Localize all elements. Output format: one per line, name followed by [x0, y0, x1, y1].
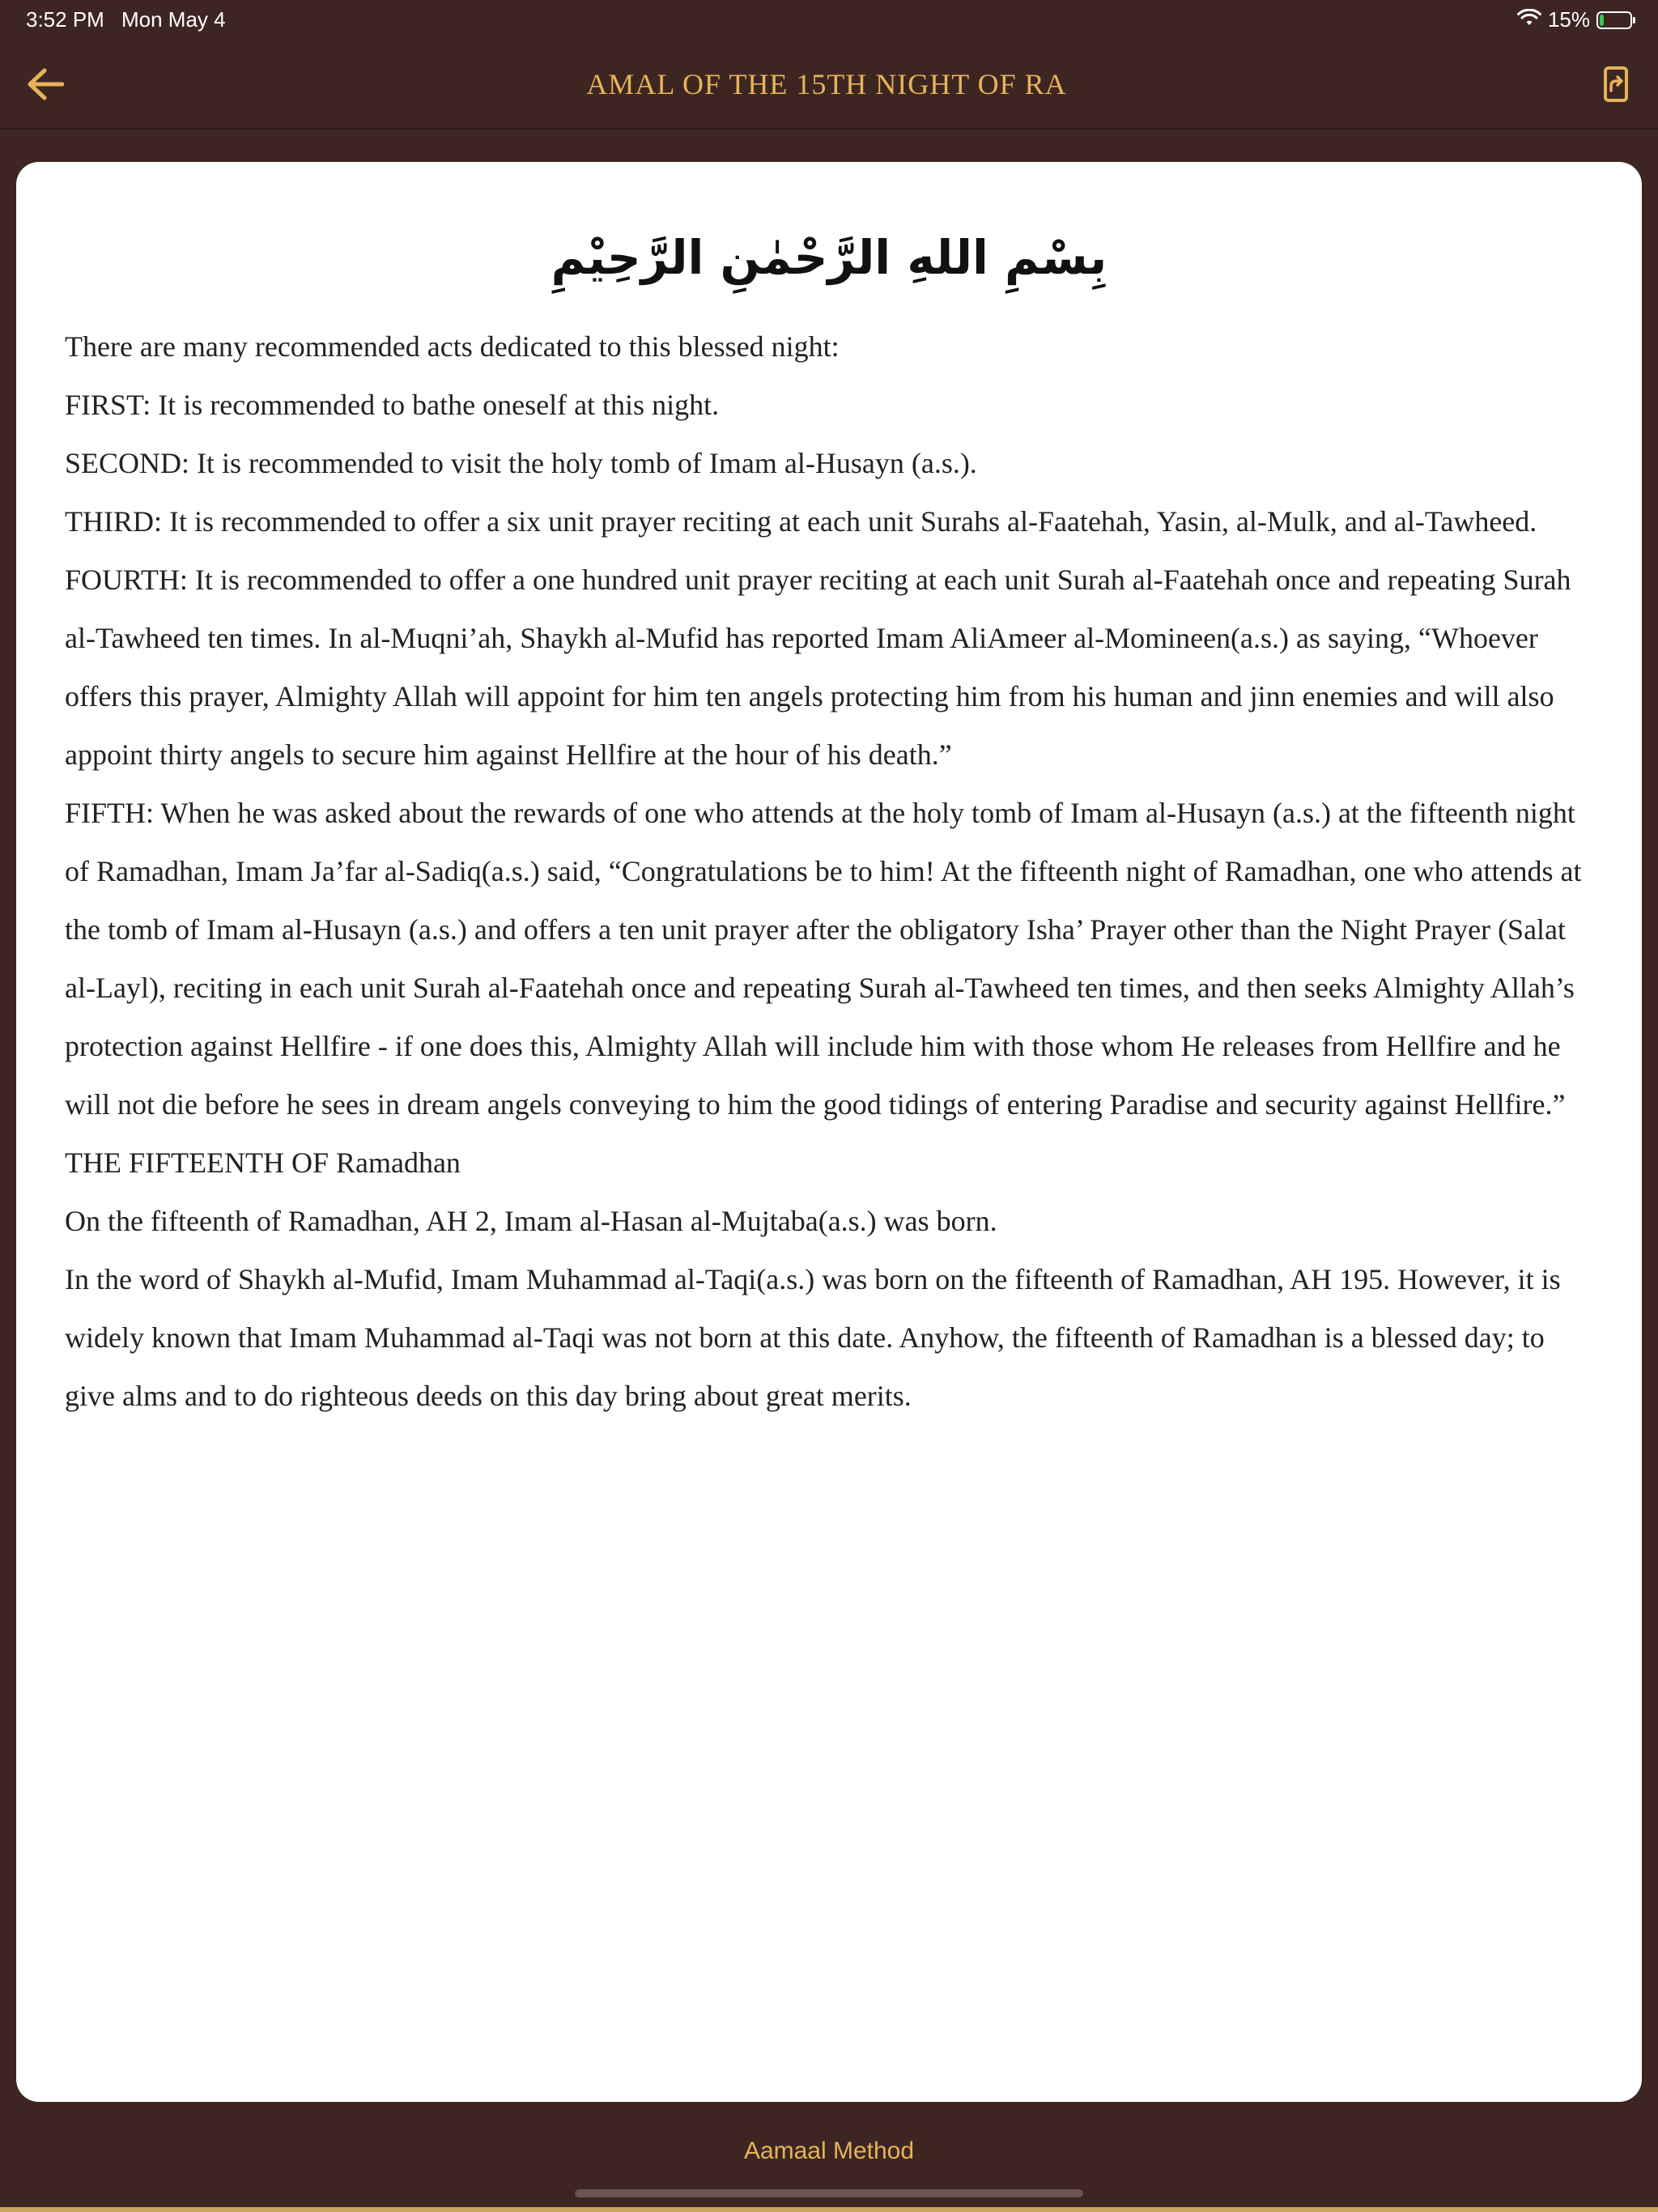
arrow-left-icon — [27, 68, 64, 100]
page-title — [580, 66, 1073, 102]
status-indicators — [1517, 7, 1632, 32]
back-button[interactable] — [18, 57, 73, 112]
article-paragraph: FIFTH: When he was asked about the rewards of one who attends at the holy tomb of Imam al-Husayn (a.s.) at the fifteenth night of Ramadhan, Imam Ja’far al-Sadiq(a.s.) said, “Congratulations be to him! At the fifteenth night of Ramadhan, one who attends at the tomb of Imam al-Husayn (a.s.) and offers a ten unit prayer after the obligatory Isha’ Prayer other than the Night Prayer (Salat al-Layl), reciting in each unit Surah al-Faatehah once and repeating Surah al-Tawheed ten times, and then seeks Almighty Allah’s protection against Hellfire - if one does this, Almighty Allah will include him with those whom He releases from Hellfire and he will not die before he sees in dream angels conveying to him the good tidings of entering Paradise and security against Hellfire.” — [65, 797, 1582, 1121]
article-paragraph: On the fifteenth of Ramadhan, AH 2, Imam al-Hasan al-Mujtaba(a.s.) was born. — [65, 1205, 997, 1237]
wifi-icon — [1517, 7, 1541, 32]
share-button[interactable] — [1592, 60, 1640, 108]
bottom-accent-bar — [0, 2207, 1658, 2212]
article-paragraph: THE FIFTEENTH OF Ramadhan — [65, 1146, 461, 1179]
status-time: 3:52 PM — [26, 7, 104, 32]
content-card[interactable] — [16, 162, 1642, 2102]
article-paragraph: THIRD: It is recommended to offer a six unit prayer reciting at each unit Surahs al-Faatehah, Yasin, al-Mulk, and al-Tawheed. — [65, 505, 1537, 538]
battery-percent: 15% — [1547, 7, 1590, 32]
share-icon — [1604, 66, 1628, 102]
aamaal-method-button[interactable]: Aamaal Method — [743, 2138, 915, 2164]
article-body — [65, 317, 1593, 1425]
navigation-bar — [0, 39, 1658, 130]
basmala-heading: بِسْمِ اللهِ الرَّحْمٰنِ الرَّحِيْمِ — [551, 230, 1107, 285]
battery-icon — [1596, 11, 1632, 29]
article-paragraph: FIRST: It is recommended to bathe oneself at this night. — [65, 389, 720, 421]
article-paragraph: In the word of Shaykh al-Mufid, Imam Muhammad al-Taqi(a.s.) was born on the fifteenth of Ramadhan, AH 195. However, it is widely known that Imam Muhammad al-Taqi was not born at this date. Anyhow, the fifteenth of Ramadhan is a blessed day; to give alms and to do righteous deeds on this day bring about great merits. — [65, 1263, 1561, 1412]
article-paragraph: SECOND: It is recommended to visit the holy tomb of Imam al-Husayn (a.s.). — [65, 447, 977, 479]
status-bar — [0, 0, 1658, 39]
battery-level — [1600, 15, 1604, 26]
article-paragraph: There are many recommended acts dedicated to this blessed night: — [65, 330, 840, 363]
home-indicator — [575, 2189, 1083, 2197]
page-title-text: AMAL OF THE 15TH NIGHT OF RA — [586, 68, 1067, 100]
article-paragraph: FOURTH: It is recommended to offer a one hundred unit prayer reciting at each unit Surah al-Faatehah once and repeating Surah al-Tawheed ten times. In al-Muqni’ah, Shaykh al-Mufid has reported Imam AliAmeer al-Momineen(a.s.) as saying, “Whoever offers this prayer, Almighty Allah will appoint for him ten angels protecting him from his human and jinn enemies and will also appoint thirty angels to secure him against Hellfire at the hour of his death.” — [65, 564, 1571, 771]
status-date: Mon May 4 — [121, 7, 226, 32]
